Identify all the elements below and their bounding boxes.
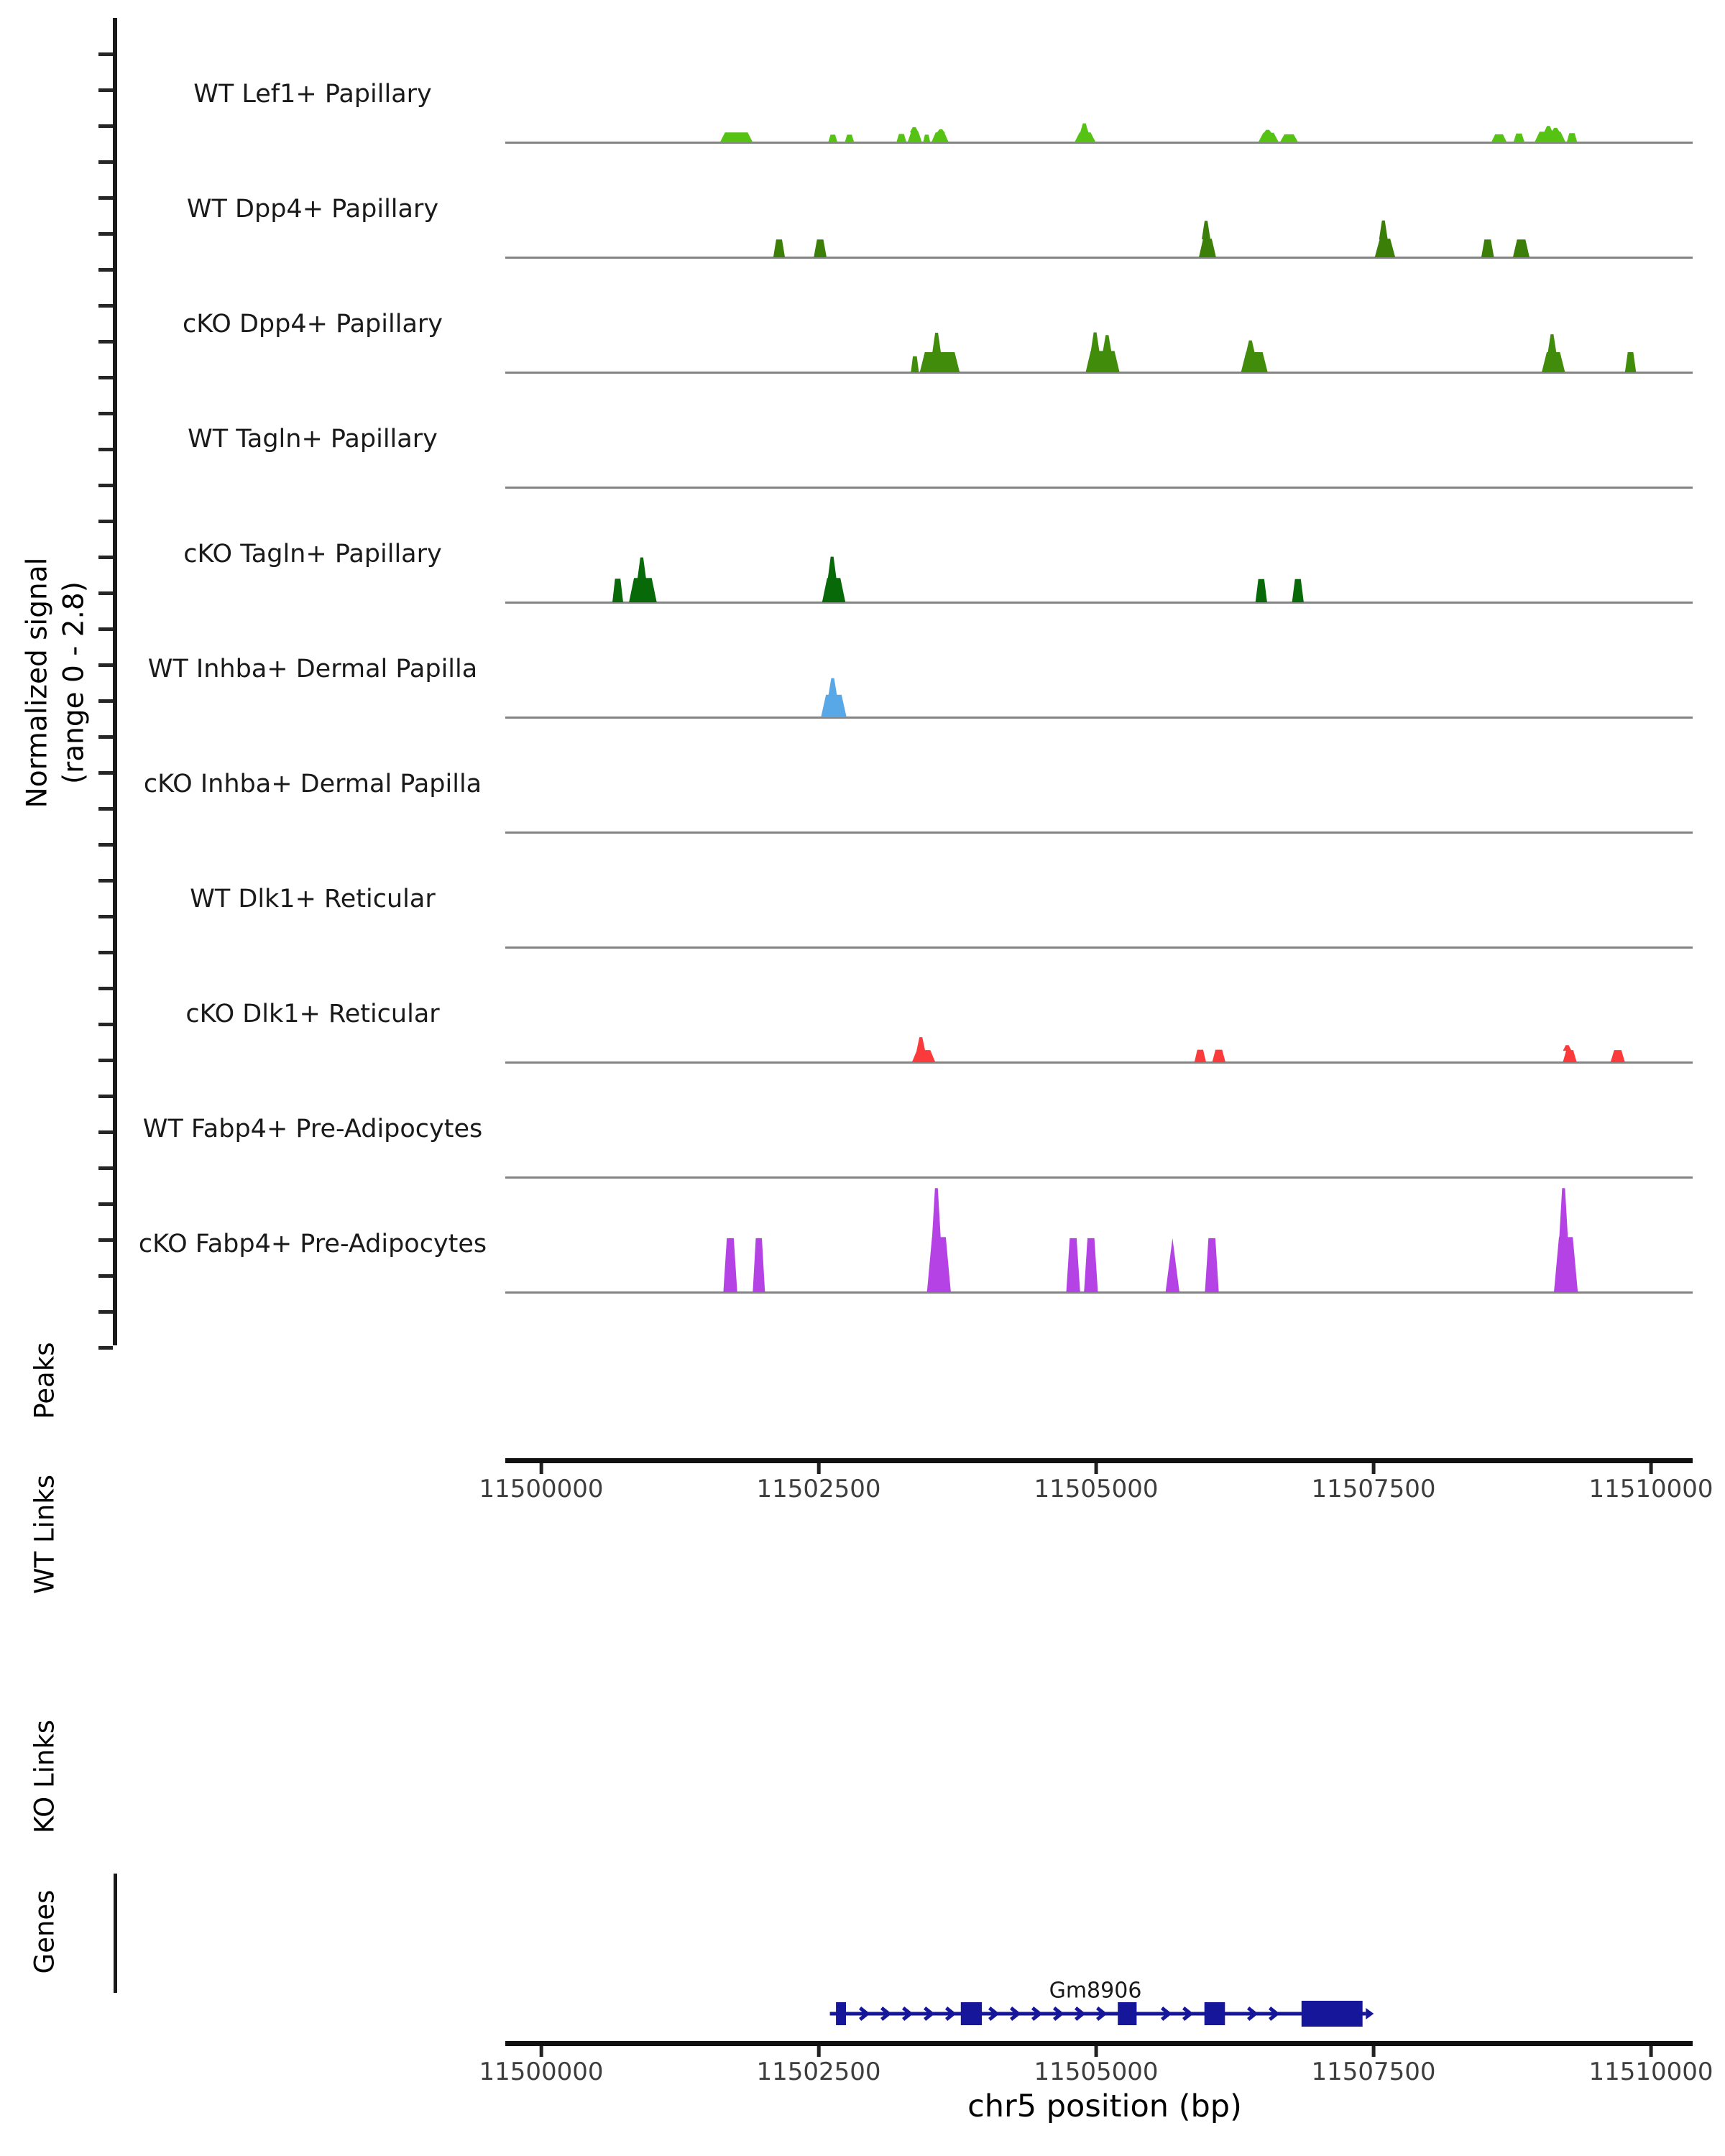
track-label-cko-dpp4: cKO Dpp4+ Papillary — [183, 310, 443, 338]
gene-label-gm8906: Gm8906 — [1049, 1978, 1142, 2004]
axis-top-tick-11502500: 11502500 — [756, 1475, 881, 1503]
track-label-wt-tagln: WT Tagln+ Papillary — [188, 425, 438, 453]
y-axis-label-line2: (range 0 - 2.8) — [58, 581, 90, 784]
axis-bottom-tick-11507500: 11507500 — [1311, 2058, 1436, 2086]
track-label-wt-fabp4: WT Fabp4+ Pre-Adipocytes — [142, 1115, 483, 1143]
axis-top-tick-11505000: 11505000 — [1034, 1475, 1159, 1503]
axis-bottom-tick-11510000: 11510000 — [1588, 2058, 1714, 2086]
x-axis-title: chr5 position (bp) — [967, 2088, 1242, 2124]
track-label-cko-fabp4: cKO Fabp4+ Pre-Adipocytes — [138, 1230, 487, 1258]
y-axis-label — [19, 558, 92, 808]
axis-bottom-tick-11502500: 11502500 — [756, 2058, 881, 2086]
track-label-wt-lef1: WT Lef1+ Papillary — [193, 80, 432, 109]
y-axis-label-line1: Normalized signal — [21, 557, 54, 808]
section-label-ko-links: KO Links — [29, 1719, 60, 1834]
track-label-cko-inhba: cKO Inhba+ Dermal Papilla — [143, 770, 482, 798]
track-label-wt-dlk1: WT Dlk1+ Reticular — [190, 885, 436, 913]
axis-top-tick-11507500: 11507500 — [1311, 1475, 1436, 1503]
axis-top-tick-11500000: 11500000 — [479, 1475, 604, 1503]
axis-top-tick-11510000: 11510000 — [1588, 1475, 1714, 1503]
section-label-peaks: Peaks — [29, 1342, 60, 1419]
track-label-wt-dpp4: WT Dpp4+ Papillary — [186, 195, 439, 224]
section-label-wt-links: WT Links — [29, 1475, 60, 1594]
track-label-cko-dlk1: cKO Dlk1+ Reticular — [185, 1000, 440, 1028]
section-label-genes: Genes — [29, 1889, 60, 1974]
axis-bottom-tick-11500000: 11500000 — [479, 2058, 604, 2086]
track-label-cko-tagln: cKO Tagln+ Papillary — [183, 540, 442, 568]
axis-bottom-tick-11505000: 11505000 — [1034, 2058, 1159, 2086]
track-label-wt-inhba: WT Inhba+ Dermal Papilla — [147, 655, 478, 683]
